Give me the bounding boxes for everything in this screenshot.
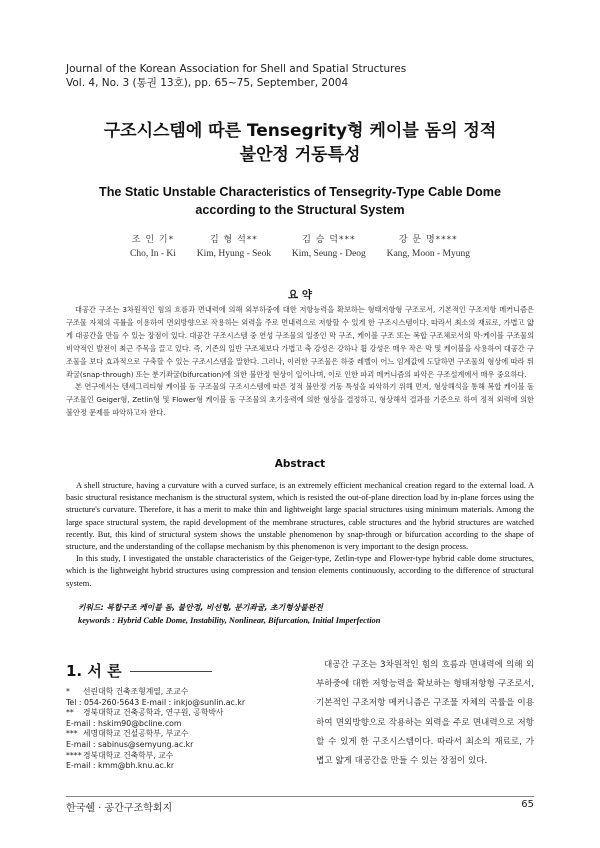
author-name-english: Cho, In - Ki xyxy=(130,249,176,259)
abstract-english-heading: Abstract xyxy=(274,458,326,470)
keywords-english: keywords : Hybrid Cable Dome, Instability, Nonlinear, Bifurcation, Initial Imperfection xyxy=(78,615,381,625)
footnote xyxy=(66,751,296,772)
footnote-mark: * xyxy=(66,687,70,696)
author-name-english: Kim, Seung - Deog xyxy=(291,249,366,259)
footnote-contact: E-mail : sabinus@semyung.ac.kr xyxy=(66,739,194,749)
footnote-contact: Tel : 054-260-5643 E-mail : inkjo@sunlin.ac.kr xyxy=(66,697,246,707)
title-korean xyxy=(0,119,600,167)
introduction-body xyxy=(316,656,534,771)
page-number: 65 xyxy=(521,799,534,810)
footnote xyxy=(66,687,296,708)
abstract-korean-paragraph: 본 연구에서는 텐세그리티형 케이블 돔 구조물의 구조시스템에 따른 정적 불안정 거동 특성을 파악하기 위해 먼저, 형상해석을 통해 복합 케이블 돔 구조물인 Geiger형, Zetlin형 및 Flower형 케이블 돔 구조물의 초기응력에 의한 형상을 결정하고, 형상해석 결과를 기준으로 하여 정적 외력에 의한 불안정 문제를 파악하고자 한다. xyxy=(66,382,534,418)
footnote-mark: **** xyxy=(66,750,82,760)
section-1-heading xyxy=(66,660,212,681)
author xyxy=(387,233,470,261)
footnote-contact: E-mail : hskim90@bcline.com xyxy=(66,718,182,728)
journal-volume: Vol. 4, No. 3 (통권 13호), pp. 65~75, September, 2004 xyxy=(66,77,349,89)
author-name-english: Kim, Hyung - Seok xyxy=(196,249,272,259)
footnote-affiliation: 세명대학교 건설공학부, 부교수 xyxy=(83,729,189,739)
abstract-korean xyxy=(66,304,534,420)
author xyxy=(292,233,366,261)
page-footer xyxy=(66,796,534,814)
author-name-english: Kang, Moon - Myung xyxy=(386,249,470,259)
footnote xyxy=(66,729,296,750)
heading-rule xyxy=(130,671,212,672)
abstract-korean-heading: 요 약 xyxy=(288,289,312,301)
author-name-korean: 조 인 기* xyxy=(131,235,175,245)
author-name-korean: 강 문 명**** xyxy=(398,235,458,245)
title-english-line1: The Static Unstable Characteristics of Tensegrity-Type Cable Dome xyxy=(99,185,501,199)
journal-header xyxy=(66,62,546,90)
keywords xyxy=(78,602,380,627)
author-footnotes xyxy=(66,687,296,772)
abstract-english xyxy=(66,480,534,590)
footnote-mark: ** xyxy=(66,708,74,718)
introduction-paragraph: 대공간 구조는 3차원적인 힘의 흐름과 면내력에 의해 외부하중에 대한 저항능력을 확보하는 형태저항형 구조로서, 기본적인 구조저항 메커니즘은 구조물 자체의 곡률을 이용하여 면외방향으로 작용하는 외력을 주로 면내력으로 저항할 수 있게 한 구조시스템이다. 따라서 최소의 재료로, 가볍고 얇게 대공간을 만들 수 있는 장점이 있다. xyxy=(316,660,534,767)
author xyxy=(130,233,176,261)
author xyxy=(197,233,271,261)
journal-name: Journal of the Korean Association for Shell and Spatial Structures xyxy=(66,63,407,75)
title-english xyxy=(0,183,600,219)
footnote-mark: *** xyxy=(66,729,78,739)
footnote xyxy=(66,708,296,729)
author-name-korean: 김 형 석** xyxy=(210,235,258,245)
abstract-english-paragraph: In this study, I investigated the unstable characteristics of the Geiger-type, Zetlin-type and Flower-type hybrid cable dome structures, which is the lightweight hybrid structures using compression and tension elements continuously, according to the difference of structural system. xyxy=(66,554,534,588)
footer-society-name: 한국쉘 · 공간구조학회지 xyxy=(66,803,173,814)
footnote-affiliation: 경북대학교 건축학부, 교수 xyxy=(83,750,174,760)
abstract-korean-paragraph: 대공간 구조는 3차원적인 힘의 흐름과 면내력에 의해 외부하중에 대한 저항능력을 확보하는 형태저항형 구조로서, 기본적인 구조저항 메커니즘은 구조물 자체의 곡률을 이용하여 면외방향으로 작용하는 외력을 주로 면내력으로 저항할 수 있게 한 구조시스템이다. 따라서 최소의 재료로, 가볍고 얇게 대공간을 만들 수 있는 장점이 있다. 대공간 구조시스템 중 연성 구조물의 일종인 막 구조, 케이블 구조 또는 복합 구조체로서의 막-케이블 구조물의 비약적인 발전이 최근 주목을 끌고 있다. 즉, 기존의 일반 구조체보다 가볍고 축 강성은 강하나 휨 강성은 매우 작은 막 및 케이블을 사용하여 대공간 구조물을 보다 효과적으로 구축할 수 있는 구조시스템을 말한다. 그러나, 이러한 구조물은 하중 레벨이 어느 임계값에 도달하면 구조물의 형상에 따라 뛰좌굴(snap-through) 또는 분기좌굴(bifurcation)에 의한 불안정 현상이 일어나며, 이로 인한 파괴 메커니즘의 파악은 구조설계에서 매우 중요하다. xyxy=(66,305,534,379)
keywords-korean: 키워드: 복합구조 케이블 돔, 불안정, 비선형, 분기좌굴, 초기형상불완전 xyxy=(78,603,323,612)
title-korean-line1: 구조시스템에 따른 Tensegrity형 케이블 돔의 정적 xyxy=(103,121,497,141)
title-korean-line2: 불안정 거동특성 xyxy=(239,145,361,165)
title-english-line2: according to the Structural System xyxy=(195,203,405,217)
abstract-english-paragraph: A shell structure, having a curvature with a curved surface, is an extremely efficient mechanical creation regard to the external load. A basic structural resistance mechanism is the structural system, which is resisted the out-of-plane direction load by in-plane forces using the structure's curvature. Therefore, it has a merit to make thin and lightweight large spacial structures using minimum materials. Among the large space structural system, the rapid development of the membrane structures, cable structures and the hybrid structures are watched recently. But, this kind of structural system shows the unstable phenomenon by snap-through or bifurcation according to the shape of structure, and the understanding of the collapse mechanism by this phenomenon is very important to the design process. xyxy=(66,481,534,552)
footnote-affiliation: 선린대학 건축조형계열, 조교수 xyxy=(83,687,189,696)
author-list xyxy=(130,233,470,261)
footnote-contact: E-mail : kmm@bh.knu.ac.kr xyxy=(66,761,175,771)
footnote-affiliation: 경북대학교 건축공학과, 연구원, 공학박사 xyxy=(83,708,224,718)
section-1-title: 1. 서 론 xyxy=(66,662,122,680)
author-name-korean: 김 승 덕*** xyxy=(302,235,356,245)
